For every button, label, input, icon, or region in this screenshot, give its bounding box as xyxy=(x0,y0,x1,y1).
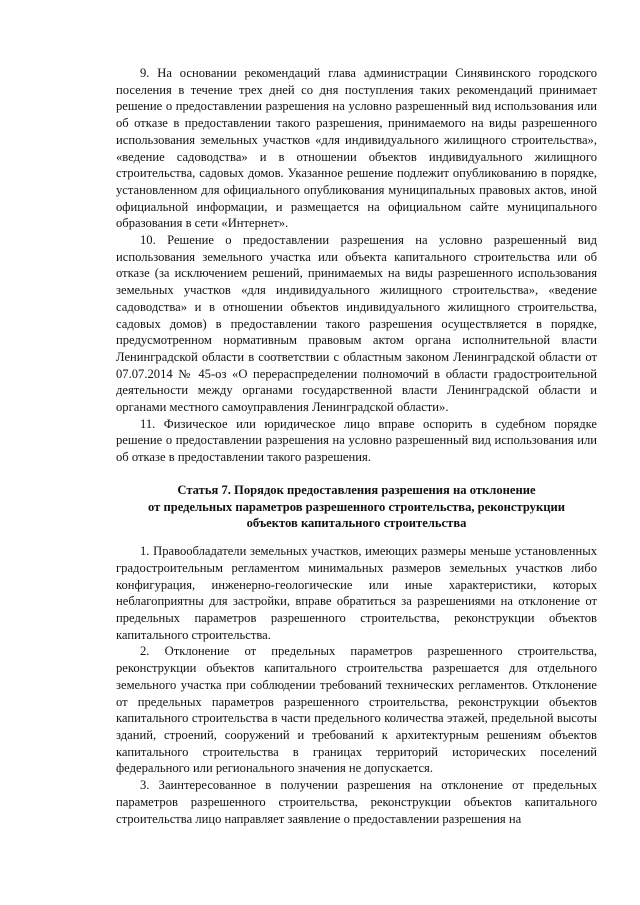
paragraph-11: 11. Физическое или юридическое лицо вправе оспорить в судебном порядке решение о предоставлении разрешения на условно разрешенный вид использования или об отказе в предоставлении такого разрешения. xyxy=(116,416,597,465)
article-7-paragraph-3: 3. Заинтересованное в получении разрешения на отклонение от предельных параметров разрешенного строительства, реконструкции объектов капитального строительства лицо направляет заявление о предоставлении разрешения на xyxy=(116,778,597,826)
article-7-paragraph-2: 2. Отклонение от предельных параметров разрешенного строительства, реконструкции объектов капитального строительства разрешается для отдельного земельного участка при соблюдении требований технических регламентов. Отклонение от предельных параметров разрешенного строительства, реконструкции объектов капитального строительства в части предельного количества этажей, предельной высоты зданий, строений, сооружений и требований к архитектурным решениям объектов капитального строительства в границах территорий исторических поселений федерального или регионального значения не допускается. xyxy=(116,644,597,776)
article-7-paragraph-1: 1. Правообладатели земельных участков, имеющих размеры меньше установленных градостроительным регламентом минимальных размеров земельных участков либо конфигурация, инженерно-геологические или иные характеристики, которых неблагоприятны для застройки, вправе обратиться за разрешениями на отклонение от предельных параметров разрешенного строительства, реконструкции объектов капитального строительства. xyxy=(116,544,597,642)
paragraph-9: 9. На основании рекомендаций глава администрации Синявинского городского поселения в течение трех дней со дня поступления таких рекомендаций принимает решение о предоставлении разрешения на условно разрешенный вид использования или об отказе в предоставлении такого разрешения, принимаемого на виды разрешенного использования земельных участков «для индивидуального жилищного строительства», «ведение садоводства» и в отношении объектов индивидуального жилищного строительства, садовых домов. Указанное решение подлежит опубликованию в порядке, установленном для официального опубликования муниципальных правовых актов, иной официальной информации, и размещается на официальном сайте муниципального образования в сети «Интернет». xyxy=(116,66,597,231)
article-heading-line-1: Статья 7. Порядок предоставления разрешения на отклонение xyxy=(177,482,536,497)
article-heading-line-3: объектов капитального строительства xyxy=(246,516,467,531)
paragraph-10: 10. Решение о предоставлении разрешения на условно разрешенный вид использования земельного участка или объекта капитального строительства или об отказе (за исключением решений, принимаемых на виды разрешенного использования земельных участков «для индивидуального жилищного строительства», «ведение садоводства» и в отношении объектов индивидуального жилищного строительства, садовых домов) в предоставлении такого разрешения осуществляется в порядке, предусмотренном нормативным правовым актом органа исполнительной власти Ленинградской области в соответствии с областным законом Ленинградской области от 07.07.2014 № 45-оз «О перераспределении полномочий в области градостроительной деятельности между органами государственной власти Ленинградской области и органами местного самоуправления Ленинградской области». xyxy=(116,233,597,415)
article-7-heading xyxy=(116,482,597,532)
article-heading-line-2: от предельных параметров разрешенного строительства, реконструкции xyxy=(148,499,565,514)
document-page xyxy=(116,65,597,827)
